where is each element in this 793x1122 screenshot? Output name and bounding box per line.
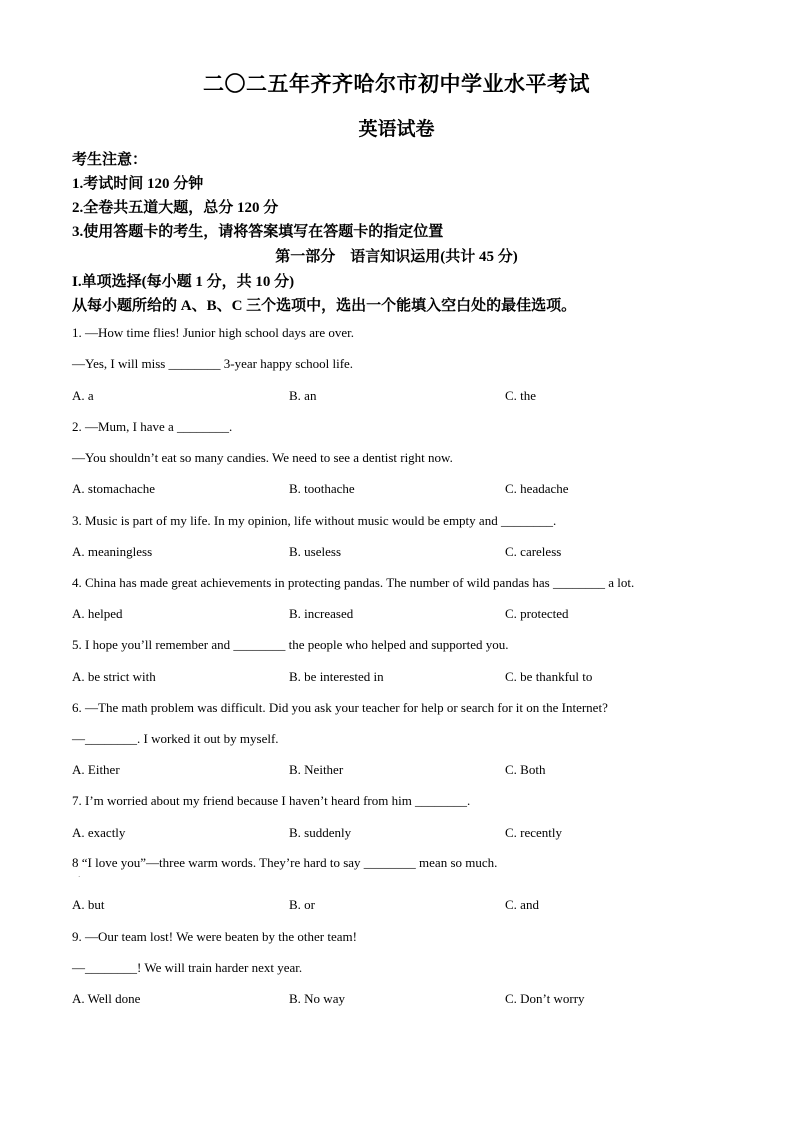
option-a: A. Well done — [72, 991, 141, 1006]
question-text: 4. China has made great achievements in protecting pandas. The number of wild pandas has ________ a lot. — [72, 575, 635, 590]
option-c: C. protected — [505, 606, 569, 621]
exam-title: 二〇二五年齐齐哈尔市初中学业水平考试 — [203, 72, 590, 96]
question-text: —You shouldn’t eat so many candies. We need to see a dentist right now. — [72, 450, 453, 465]
question-text: —________! We will train harder next year. — [72, 960, 303, 975]
option-b: B. or — [289, 897, 315, 912]
option-a: A. meaningless — [72, 544, 153, 559]
option-b: B. toothache — [289, 481, 355, 496]
option-c: C. recently — [505, 825, 563, 840]
question-text: 7. I’m worried about my friend because I haven’t heard from him ________. — [72, 793, 471, 808]
option-a: A. be strict with — [72, 669, 156, 684]
part-heading: 第一部分 语言知识运用(共计 45 分) — [275, 249, 518, 265]
exam-subtitle: 英语试卷 — [358, 119, 435, 140]
question-text: —Yes, I will miss ________ 3-year happy school life. — [72, 356, 354, 371]
option-a: A. stomachache — [72, 481, 156, 496]
option-b: B. No way — [289, 991, 345, 1006]
option-b: B. be interested in — [289, 669, 384, 684]
option-b: B. increased — [289, 606, 354, 621]
option-c: C. careless — [505, 544, 562, 559]
option-a: A. a — [72, 388, 94, 403]
section-heading: I.单项选择(每小题 1 分，共 10 分) — [72, 274, 295, 290]
option-a: A. helped — [72, 606, 123, 621]
option-b: B. useless — [289, 544, 341, 559]
option-c: C. the — [505, 388, 537, 403]
question-text: 2. —Mum, I have a ________. — [72, 419, 233, 434]
option-c: C. Both — [505, 762, 546, 777]
option-c: C. headache — [505, 481, 569, 496]
question-text: 3. Music is part of my life. In my opinion, life without music would be empty and ________. — [72, 513, 557, 528]
question-text: 9. —Our team lost! We were beaten by the other team! — [72, 929, 357, 944]
option-b: B. Neither — [289, 762, 344, 777]
stray-dot-mark: · — [78, 873, 81, 881]
question-text: —________. I worked it out by myself. — [72, 731, 279, 746]
note-item: 3.使用答题卡的考生，请将答案填写在答题卡的指定位置 — [72, 224, 444, 240]
question-text: 6. —The math problem was difficult. Did you ask your teacher for help or search for it on the Internet? — [72, 700, 608, 715]
option-b: B. suddenly — [289, 825, 352, 840]
option-b: B. an — [289, 388, 317, 403]
option-a: A. Either — [72, 762, 120, 777]
option-c: C. be thankful to — [505, 669, 593, 684]
option-c: C. Don’t worry — [505, 991, 585, 1006]
note-item: 2.全卷共五道大题，总分 120 分 — [72, 200, 279, 216]
option-a: A. exactly — [72, 825, 126, 840]
question-text: 5. I hope you’ll remember and ________ the people who helped and supported you. — [72, 637, 509, 652]
option-c: C. and — [505, 897, 539, 912]
option-a: A. but — [72, 897, 105, 912]
question-text: 1. —How time flies! Junior high school days are over. — [72, 325, 354, 340]
note-item: 1.考试时间 120 分钟 — [72, 176, 204, 192]
question-text: 8 “I love you”—three warm words. They’re hard to say ________ mean so much. — [72, 855, 498, 870]
section-instruction: 从每小题所给的 A、B、C 三个选项中，选出一个能填入空白处的最佳选项。 — [72, 298, 577, 314]
notes-heading: 考生注意： — [72, 152, 148, 168]
